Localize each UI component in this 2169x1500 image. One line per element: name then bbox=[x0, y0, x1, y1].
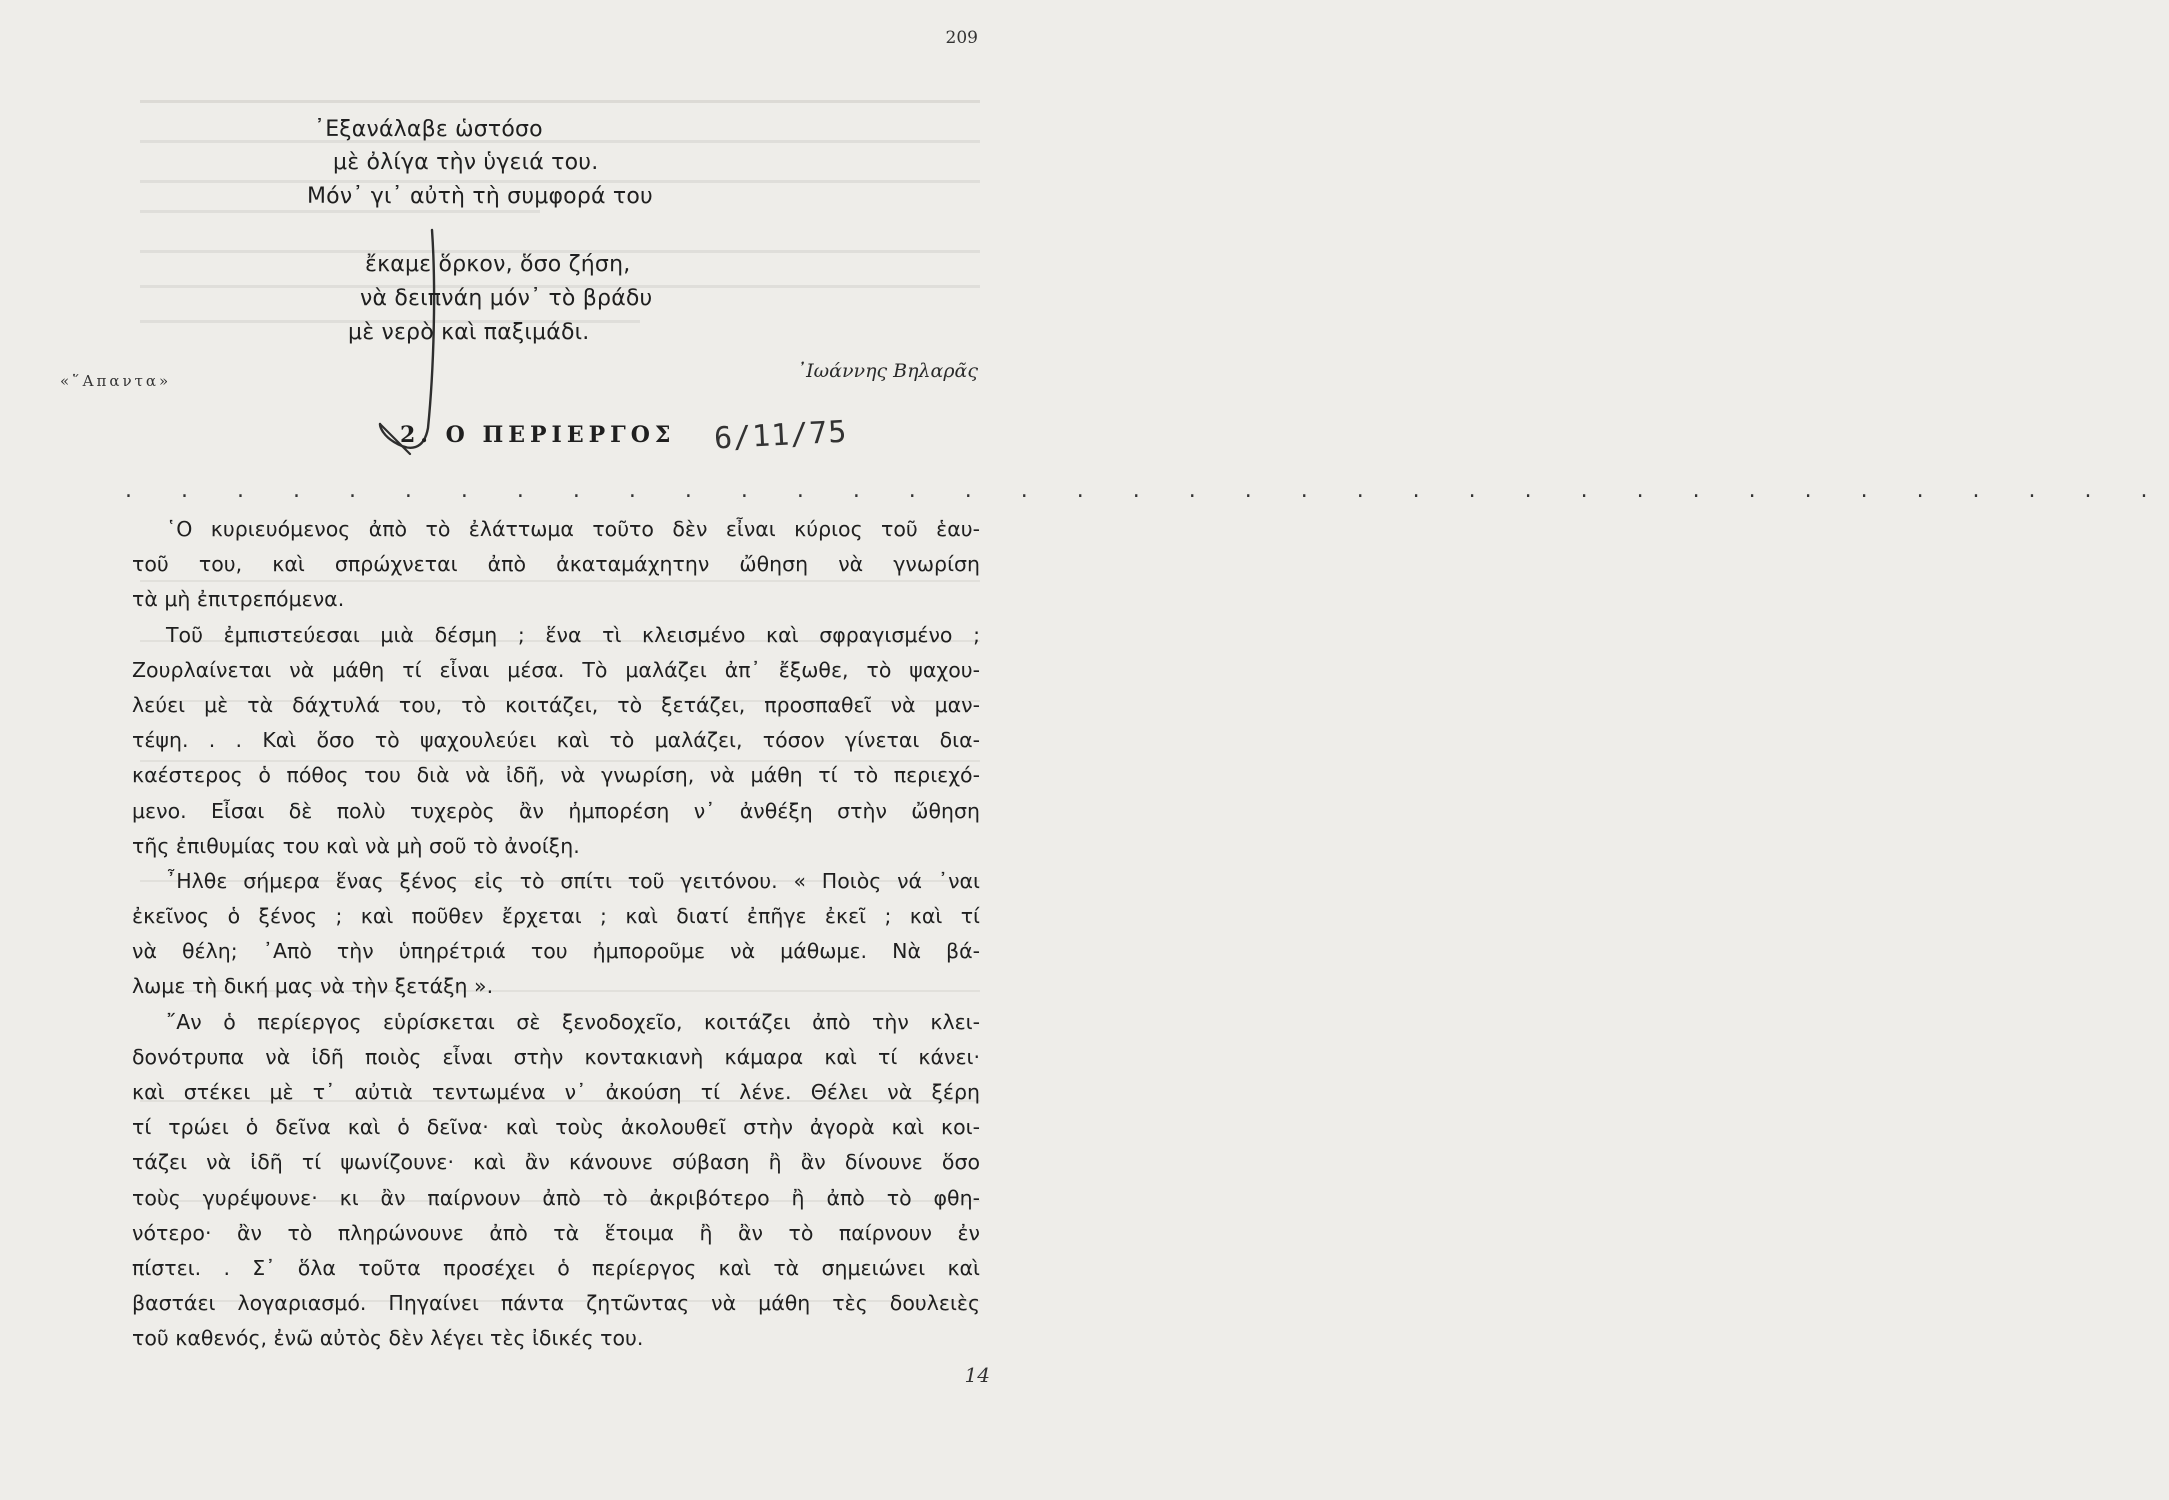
poem-line: ἔκαμε ὅρκον, ὅσο ζήση, bbox=[365, 252, 631, 277]
prose-line: μενο. Εἶσαι δὲ πολὺ τυχερὸς ἂν ἠμπορέση ν᾿ ἀνθέξη στὴν ὤθηση bbox=[132, 798, 980, 823]
prose-line: λωμε τὴ δική μας νὰ τὴν ξετάξη ». bbox=[132, 974, 494, 999]
poem-line: ᾿Εξανάλαβε ὡστόσο bbox=[314, 117, 543, 142]
source-title: «῞Απαντα» bbox=[60, 372, 172, 390]
page-number: 209 bbox=[945, 28, 978, 48]
poem-line: Μόν᾿ γι᾿ αὐτὴ τὴ συμφορά του bbox=[307, 184, 653, 209]
prose-line: νότερο· ἂν τὸ πληρώνουνε ἀπὸ τὰ ἕτοιμα ἢ ἂν τὸ παίρνουν ἐν bbox=[132, 1220, 980, 1245]
section-heading: 2. Ο ΠΕΡΙΕΡΓΟΣ bbox=[400, 422, 676, 448]
prose-line: Ζουρλαίνεται νὰ μάθη τί εἶναι μέσα. Τὸ μαλάζει ἀπ᾿ ἔξωθε, τὸ ψαχου- bbox=[132, 657, 980, 682]
prose-line: ῏Ηλθε σήμερα ἕνας ξένος εἰς τὸ σπίτι τοῦ γειτόνου. « Ποιὸς νά ᾿ναι bbox=[166, 868, 980, 893]
prose-line: τί τρώει ὁ δεῖνα καὶ ὁ δεῖνα· καὶ τοὺς ἀκολουθεῖ στὴν ἀγορὰ καὶ κοι- bbox=[132, 1115, 980, 1140]
prose-line: ῎Αν ὁ περίεργος εὑρίσκεται σὲ ξενοδοχεῖο, κοιτάζει ἀπὸ τὴν κλει- bbox=[166, 1009, 980, 1034]
poem-line: μὲ ὀλίγα τὴν ὑγειά του. bbox=[333, 150, 599, 175]
prose-line: Τοῦ ἐμπιστεύεσαι μιὰ δέσμη ; ἕνα τὶ κλεισμένο καὶ σφραγισμένο ; bbox=[166, 622, 980, 647]
poem-line: νὰ δειπνάη μόν᾿ τὸ βράδυ bbox=[360, 286, 653, 311]
prose-line: τάζει νὰ ἰδῆ τί ψωνίζουνε· καὶ ἂν κάνουνε σύβαση ἢ ἂν δίνουνε ὅσο bbox=[132, 1150, 980, 1175]
prose-body bbox=[132, 512, 980, 1357]
prose-line: τῆς ἐπιθυμίας του καὶ νὰ μὴ σοῦ τὸ ἀνοίξη. bbox=[132, 833, 580, 858]
prose-line: πίστει. . Σ᾿ ὅλα τοῦτα προσέχει ὁ περίεργος καὶ τὰ σημειώνει καὶ bbox=[132, 1255, 980, 1280]
prose-line: δονότρυπα νὰ ἰδῆ ποιὸς εἶναι στὴν κοντακιανὴ κάμαρα καὶ τί κάνει· bbox=[132, 1044, 980, 1069]
poem-line: μὲ νερὸ καὶ παξιμάδι. bbox=[348, 320, 590, 345]
prose-line: ἐκεῖνος ὁ ξένος ; καὶ ποῦθεν ἔρχεται ; καὶ διατί ἐπῆγε ἐκεῖ ; καὶ τί bbox=[132, 904, 980, 929]
prose-line: βαστάει λογαριασμό. Πηγαίνει πάντα ζητῶντας νὰ μάθη τὲς δουλειὲς bbox=[132, 1291, 980, 1316]
prose-line: τοὺς γυρέψουνε· κι ἂν παίρνουν ἀπὸ τὸ ἀκριβότερο ἢ ἀπὸ τὸ φθη- bbox=[132, 1185, 980, 1210]
prose-line: ῾Ο κυριευόμενος ἀπὸ τὸ ἐλάττωμα τοῦτο δὲν εἶναι κύριος τοῦ ἑαυ- bbox=[166, 517, 980, 541]
prose-line: τοῦ καθενός, ἐνῶ αὐτὸς δὲν λέγει τὲς ἰδικές του. bbox=[132, 1326, 644, 1351]
prose-line: τὰ μὴ ἐπιτρεπόμενα. bbox=[132, 587, 345, 612]
prose-line: νὰ θέλη; ᾿Απὸ τὴν ὑπηρέτριά του ἠμποροῦμε νὰ μάθωμε. Νὰ βά- bbox=[132, 939, 980, 964]
dotted-separator: . . . . . . . . . . . . . . . . . . . . . . . . . . . . . . . . . . . . . bbox=[125, 478, 2169, 503]
prose-line: τέψη. . . Καὶ ὅσο τὸ ψαχουλεύει καὶ τὸ μαλάζει, τόσον γίνεται δια- bbox=[132, 728, 980, 753]
handwritten-date: 6/11/75 bbox=[713, 414, 849, 457]
author-name: ᾿Ιωάννης Βηλαρᾶς bbox=[796, 360, 978, 382]
prose-line: τοῦ του, καὶ σπρώχνεται ἀπὸ ἀκαταμάχητην ὤθηση νὰ γνωρίση bbox=[132, 552, 980, 577]
signature-mark: 14 bbox=[964, 1363, 990, 1387]
prose-line: λεύει μὲ τὰ δάχτυλά του, τὸ κοιτάζει, τὸ ξετάζει, προσπαθεῖ νὰ μαν- bbox=[132, 692, 980, 717]
prose-line: καὶ στέκει μὲ τ᾿ αὐτιὰ τεντωμένα ν᾿ ἀκούση τί λένε. Θέλει νὰ ξέρη bbox=[132, 1080, 980, 1104]
prose-line: καέστερος ὁ πόθος του διὰ νὰ ἰδῆ, νὰ γνωρίση, νὰ μάθη τί τὸ περιεχό- bbox=[132, 763, 980, 788]
